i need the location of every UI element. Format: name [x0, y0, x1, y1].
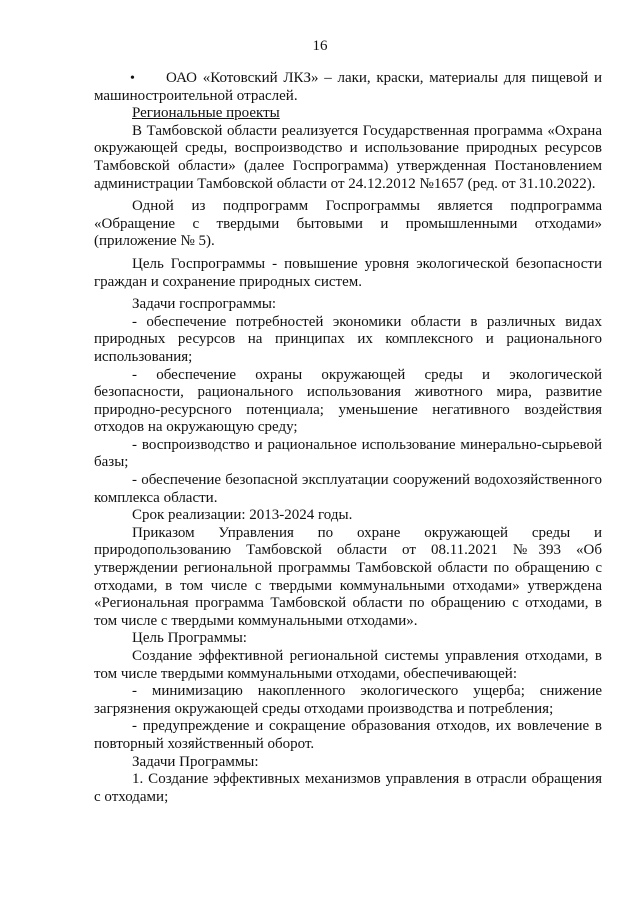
bullet-paragraph-kotovsky — [94, 70, 602, 105]
list-item-goal-1: - минимизацию накопленного экологического ущерба; снижение загрязнения окружающей среды отходами производства и потребления; — [94, 683, 602, 717]
section-heading-regional-projects: Региональные проекты — [132, 105, 280, 122]
list-item-task-2: - обеспечение охраны окружающей среды и экологической безопасности, рационального использования животного мира, развитие природно-ресурсного потенциала; уменьшение негативного воздействия отходов на окружающую среду; — [94, 366, 602, 436]
list-item-task-1: - обеспечение потребностей экономики области в различных видах природных ресурсов на принципах их комплексного и рационального использования; — [94, 313, 602, 365]
document-body — [94, 70, 602, 806]
paragraph-goal-heading: Цель Программы: — [132, 630, 247, 647]
paragraph-subprogram: Одной из подпрограмм Госпрограммы является подпрограмма «Обращение с твердыми бытовыми и промышленными отходами» (приложение № 5). — [94, 198, 602, 250]
paragraph-term: Срок реализации: 2013-2024 годы. — [132, 507, 353, 524]
paragraph-state-program: В Тамбовской области реализуется Государственная программа «Охрана окружающей среды, воспроизводство и использование природных ресурсов Тамбовской области» (далее Госпрограмма) утвержденная Постановлением администрации Тамбовской области от 24.12.2012 №1657 (ред. от 31.10.2022). — [94, 122, 602, 192]
list-item-task-4: - обеспечение безопасной эксплуатации сооружений водохозяйственного комплекса области. — [94, 472, 602, 506]
paragraph-program-tasks-heading: Задачи Программы: — [132, 753, 259, 770]
bullet-icon: • — [130, 71, 135, 86]
list-item-program-task-1: 1. Создание эффективных механизмов управления в отрасли обращения с отходами; — [94, 771, 602, 805]
paragraph-order: Приказом Управления по охране окружающей среды и природопользованию Тамбовской области от 08.11.2021 №393 «Об утверждении региональной программы Тамбовской области по обращению с отходами, в том числе с твердыми коммунальными отходами» утверждена «Региональная программа Тамбовской области по обращению с отходами, в том числе с твердыми коммунальными отходами». — [94, 524, 602, 629]
list-item-goal-2: - предупреждение и сокращение образования отходов, их вовлечение в повторный хозяйственный оборот. — [94, 718, 602, 752]
paragraph-program-goal: Цель Госпрограммы - повышение уровня экологической безопасности граждан и сохранение природных систем. — [94, 255, 602, 290]
list-item-task-3: - воспроизводство и рациональное использование минерально-сырьевой базы; — [94, 436, 602, 471]
paragraph-tasks-heading: Задачи госпрограммы: — [132, 296, 277, 313]
paragraph-goal-text: Создание эффективной региональной системы управления отходами, в том числе твердыми коммунальными отходами, обеспечивающей: — [94, 648, 602, 682]
page-number: 16 — [312, 38, 328, 54]
paragraph-text: ОАО «Котовский ЛКЗ» – лаки, краски, материалы для пищевой и машиностроительной отраслей. — [94, 70, 602, 104]
